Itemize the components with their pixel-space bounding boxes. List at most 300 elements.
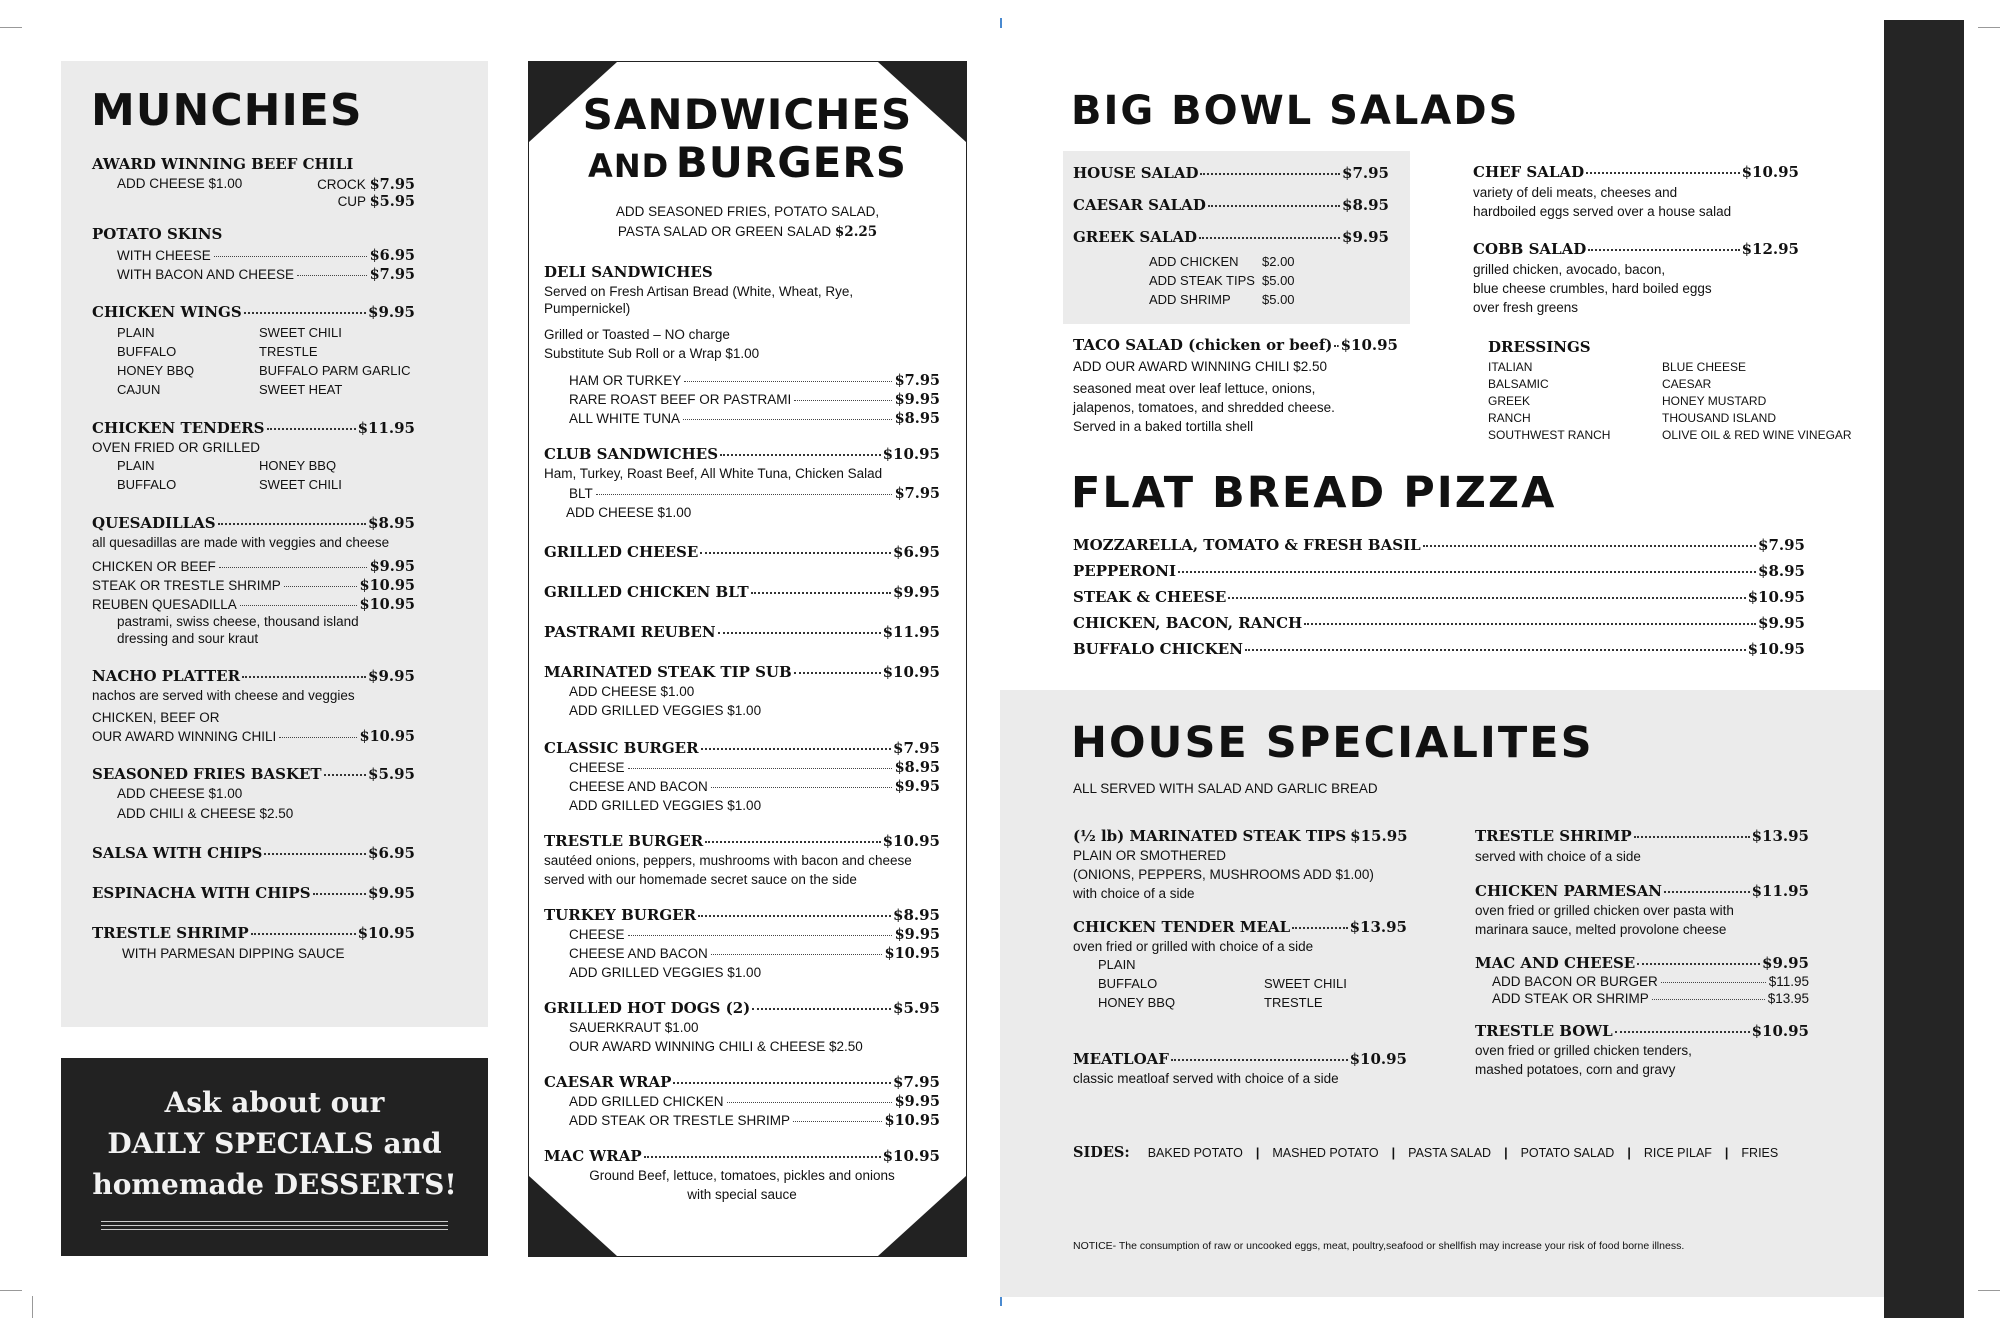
option-row xyxy=(544,1093,940,1110)
addon: OUR AWARD WINNING CHILI & CHEESE $2.50 xyxy=(569,1039,863,1054)
addon-name: ADD CHICKEN xyxy=(1149,254,1239,269)
price: $10.95 xyxy=(1349,1050,1407,1068)
specials-line: homemade DESSERTS! xyxy=(92,1168,457,1201)
side-item: PASTA SALAD xyxy=(1408,1146,1492,1160)
sandwiches-title-line2 xyxy=(529,138,966,187)
item-name: PASTRAMI REUBEN xyxy=(544,623,716,641)
addon: ADD CHEESE $1.00 xyxy=(569,684,695,699)
item-description: oven fried or grilled chicken tenders, xyxy=(1475,1043,1692,1058)
title-word: AND xyxy=(588,147,670,185)
option-row xyxy=(544,410,940,427)
item-description: Served in a baked tortilla shell xyxy=(1073,419,1254,434)
price: $7.95 xyxy=(1342,164,1389,182)
price: $9.95 xyxy=(893,583,940,601)
salads-title: BIG BOWL SALADS xyxy=(1071,88,1520,134)
option-name: CHICKEN OR BEEF xyxy=(92,559,216,574)
divider xyxy=(101,1221,448,1222)
price: $8.95 xyxy=(893,906,940,924)
addon: ADD CHEESE $1.00 xyxy=(117,786,243,801)
sandwiches-title: SANDWICHES xyxy=(582,90,913,139)
price: $7.95 xyxy=(369,266,415,283)
flavor-grid xyxy=(1073,955,1407,1012)
menu-item-mac-wrap xyxy=(544,1147,940,1165)
item-name: POTATO SKINS xyxy=(92,225,223,243)
flavor: CAJUN xyxy=(117,382,161,397)
option-name: RARE ROAST BEEF OR PASTRAMI xyxy=(569,392,792,407)
item-name: CHICKEN PARMESAN xyxy=(1475,882,1662,900)
price: $7.95 xyxy=(893,1073,940,1091)
item-name: TRESTLE SHRIMP xyxy=(92,924,249,942)
menu-item-pizza xyxy=(1073,536,1805,554)
menu-item-pizza xyxy=(1073,588,1805,606)
item-name: ESPINACHA WITH CHIPS xyxy=(92,884,311,902)
price: $9.95 xyxy=(368,884,415,902)
item-note: Substitute Sub Roll or a Wrap $1.00 xyxy=(544,346,760,361)
option-name: STEAK OR TRESTLE SHRIMP xyxy=(92,578,281,593)
crop-mark xyxy=(32,1296,33,1318)
item-description: (ONIONS, PEPPERS, MUSHROOMS ADD $1.00) xyxy=(1073,867,1374,882)
option-name: CHEESE AND BACON xyxy=(569,779,708,794)
item-name: DELI SANDWICHES xyxy=(544,263,713,281)
item-description: jalapenos, tomatoes, and shredded cheese. xyxy=(1073,400,1335,415)
price: $8.95 xyxy=(894,759,940,776)
divider xyxy=(101,1225,448,1226)
item-name: CAESAR SALAD xyxy=(1073,196,1206,214)
addon-price: $5.00 xyxy=(1262,273,1295,288)
option-name: REUBEN QUESADILLA xyxy=(92,597,237,612)
price: $9.95 xyxy=(894,1093,940,1110)
item-name: BUFFALO CHICKEN xyxy=(1073,640,1243,658)
item-description: served with choice of a side xyxy=(1475,849,1641,864)
divider xyxy=(101,1229,448,1230)
price: $10.95 xyxy=(1741,163,1799,181)
price: $7.95 xyxy=(894,372,940,389)
flavor: HONEY BBQ xyxy=(117,363,195,378)
item-name: CLUB SANDWICHES xyxy=(544,445,719,463)
menu-item-caesar-wrap xyxy=(544,1073,940,1091)
item-name: (½ lb) MARINATED STEAK TIPS xyxy=(1073,827,1347,845)
dressing: BLUE CHEESE xyxy=(1662,360,1747,374)
item-description: hardboiled eggs served over a house salad xyxy=(1473,204,1732,219)
menu-item-chicken-parmesan xyxy=(1475,882,1809,900)
item-name: MAC AND CHEESE xyxy=(1475,954,1636,972)
price: $9.95 xyxy=(1762,954,1809,972)
option-row xyxy=(544,485,940,502)
price: $10.95 xyxy=(1747,588,1805,606)
item-name: TACO SALAD (chicken or beef) xyxy=(1073,336,1333,354)
price: $10.95 xyxy=(357,924,415,942)
munchies-panel xyxy=(61,61,488,1027)
specials-line: DAILY SPECIALS and xyxy=(107,1127,442,1160)
house-specialties-panel xyxy=(1000,690,1884,1297)
option-row xyxy=(92,247,415,264)
item-description: marinara sauce, melted provolone cheese xyxy=(1475,922,1727,937)
addon: ADD CHEESE $1.00 xyxy=(566,505,692,520)
item-name: GREEK SALAD xyxy=(1073,228,1198,246)
flavor: TRESTLE xyxy=(259,344,318,359)
item-description: over fresh greens xyxy=(1473,300,1579,315)
option-row xyxy=(544,778,940,795)
menu-item-greek-salad xyxy=(1073,228,1389,246)
price: $8.95 xyxy=(368,514,415,532)
flavor: SWEET CHILI xyxy=(259,325,342,340)
taco-salad xyxy=(1073,336,1398,435)
menu-item-pizza xyxy=(1073,562,1805,580)
menu-item-chili xyxy=(92,155,415,173)
option-name: HAM OR TURKEY xyxy=(569,373,682,388)
flavor xyxy=(1264,955,1407,974)
price: $6.95 xyxy=(369,247,415,264)
dressing: RANCH xyxy=(1488,411,1531,425)
item-name: GRILLED CHICKEN BLT xyxy=(544,583,749,601)
option-name: CHEESE xyxy=(569,760,625,775)
menu-item-meatloaf xyxy=(1073,1050,1407,1068)
item-name: NACHO PLATTER xyxy=(92,667,241,685)
option-row xyxy=(92,558,415,575)
separator: | xyxy=(1504,1146,1508,1160)
price: $6.95 xyxy=(368,844,415,862)
item-description: PLAIN OR SMOTHERED xyxy=(1073,848,1227,863)
menu-item-quesadillas xyxy=(92,514,415,532)
item-name: CHICKEN, BACON, RANCH xyxy=(1073,614,1303,632)
item-note: Grilled or Toasted – NO charge xyxy=(544,327,730,342)
price: $11.95 xyxy=(357,419,415,437)
menu-item-tender-meal xyxy=(1073,918,1407,936)
sides-note xyxy=(529,202,966,242)
price: $10.95 xyxy=(884,1112,940,1129)
price: $9.95 xyxy=(368,303,415,321)
option-row xyxy=(92,596,415,613)
item-name: SALSA WITH CHIPS xyxy=(92,844,263,862)
dressing: HONEY MUSTARD xyxy=(1662,394,1767,408)
item-name: MAC WRAP xyxy=(544,1147,642,1165)
price: $10.95 xyxy=(882,832,940,850)
price: $5.95 xyxy=(368,765,415,783)
side-item: BAKED POTATO xyxy=(1147,1146,1243,1160)
dressing: THOUSAND ISLAND xyxy=(1662,411,1777,425)
menu-item-seasoned-fries xyxy=(92,765,415,783)
house-title: HOUSE SPECIALITES xyxy=(1071,718,1594,768)
item-name: TRESTLE BURGER xyxy=(544,832,704,850)
price: $10.95 xyxy=(882,445,940,463)
option-row xyxy=(544,372,940,389)
item-name: SEASONED FRIES BASKET xyxy=(92,765,322,783)
side-item: MASHED POTATO xyxy=(1272,1146,1379,1160)
price: $9.95 xyxy=(368,667,415,685)
price: $9.95 xyxy=(894,926,940,943)
sides-label: SIDES: xyxy=(1073,1144,1130,1161)
side-item: POTATO SALAD xyxy=(1520,1146,1615,1160)
item-name: CHICKEN TENDER MEAL xyxy=(1073,918,1291,936)
pizza-title: FLAT BREAD PIZZA xyxy=(1071,468,1557,518)
option-row xyxy=(544,926,940,943)
sandwiches-panel xyxy=(528,61,967,1257)
flavor: BUFFALO PARM GARLIC xyxy=(259,363,411,378)
dressing: CAESAR xyxy=(1662,377,1712,391)
item-description: sautéed onions, peppers, mushrooms with bacon and cheese xyxy=(544,853,912,868)
price: $6.95 xyxy=(893,543,940,561)
price: $10.95 xyxy=(359,728,415,745)
addon: ADD GRILLED VEGGIES $1.00 xyxy=(569,703,762,718)
flavor: HONEY BBQ xyxy=(259,458,337,473)
price: $10.95 xyxy=(882,1147,940,1165)
item-description: dressing and sour kraut xyxy=(117,631,259,646)
price: $15.95 xyxy=(1350,827,1408,845)
flavor: TRESTLE xyxy=(1264,995,1323,1010)
item-description: oven fried or grilled chicken over pasta with xyxy=(1475,903,1734,918)
dressing: SOUTHWEST RANCH xyxy=(1488,428,1611,442)
menu-item-nacho-platter xyxy=(92,667,415,685)
menu-item-taco-salad xyxy=(1073,336,1398,354)
separator: | xyxy=(1391,1146,1396,1160)
menu-item-espinacha xyxy=(92,884,415,902)
daily-specials-box xyxy=(61,1058,488,1256)
option-row xyxy=(92,728,415,745)
dressings xyxy=(1488,338,1868,444)
item-description: OVEN FRIED OR GRILLED xyxy=(92,440,261,455)
menu-item-potato-skins xyxy=(92,225,415,243)
addon: ADD OUR AWARD WINNING CHILI $2.50 xyxy=(1073,359,1328,374)
price: $11.95 xyxy=(1768,974,1809,989)
separator: | xyxy=(1627,1146,1631,1160)
item-name: QUESADILLAS xyxy=(92,514,216,532)
item-description: served with our homemade secret sauce on the side xyxy=(544,872,857,887)
addon: ADD GRILLED VEGGIES $1.00 xyxy=(569,798,762,813)
item-description: seasoned meat over leaf lettuce, onions, xyxy=(1073,381,1316,396)
menu-item-salsa-chips xyxy=(92,844,415,862)
item-description: blue cheese crumbles, hard boiled eggs xyxy=(1473,281,1712,296)
item-name: CAESAR WRAP xyxy=(544,1073,672,1091)
separator: | xyxy=(1724,1146,1729,1160)
option-row xyxy=(544,1112,940,1129)
price: $7.95 xyxy=(893,739,940,757)
option-name: WITH CHEESE xyxy=(117,248,211,263)
item-name: STEAK & CHEESE xyxy=(1073,588,1227,606)
item-name: CHICKEN WINGS xyxy=(92,303,242,321)
item-description: Served on Fresh Artisan Bread (White, Wheat, Rye, Pumpernickel) xyxy=(544,284,854,316)
menu-item-chef-salad xyxy=(1473,163,1799,181)
item-name: CHEF SALAD xyxy=(1473,163,1585,181)
item-name: GRILLED CHEESE xyxy=(544,543,699,561)
munchies-title: MUNCHIES xyxy=(91,85,363,136)
menu-item-trestle-shrimp xyxy=(1475,827,1809,845)
crop-mark xyxy=(0,27,22,28)
price: $7.95 xyxy=(369,176,415,193)
menu-item-caesar-salad xyxy=(1073,196,1389,214)
item-description: Ground Beef, lettuce, tomatoes, pickles and onions xyxy=(589,1168,895,1183)
option-name: WITH BACON AND CHEESE xyxy=(117,267,295,282)
item-name: AWARD WINNING BEEF CHILI xyxy=(92,155,354,173)
crop-mark xyxy=(1978,27,2000,28)
flavor: BUFFALO xyxy=(117,477,177,492)
flavor-grid xyxy=(92,323,415,399)
dressing: OLIVE OIL & RED WINE VINEGAR xyxy=(1662,428,1852,442)
item-description: classic meatloaf served with choice of a side xyxy=(1073,1071,1339,1086)
addon: ADD CHILI & CHEESE $2.50 xyxy=(117,806,294,821)
item-name: HOUSE SALAD xyxy=(1073,164,1199,182)
price: $7.95 xyxy=(1758,536,1805,554)
option-name: CHEESE AND BACON xyxy=(569,946,708,961)
item-name: MEATLOAF xyxy=(1073,1050,1169,1068)
price: $8.95 xyxy=(894,410,940,427)
price: $10.95 xyxy=(359,596,415,613)
menu-item-club xyxy=(544,445,940,463)
flavor: BUFFALO xyxy=(117,344,177,359)
addon-price: $2.00 xyxy=(1262,254,1295,269)
price: $10.95 xyxy=(884,945,940,962)
salad-addons xyxy=(1073,252,1389,309)
sides-note-line: PASTA SALAD OR GREEN SALAD xyxy=(617,224,832,239)
menu-item-pizza xyxy=(1073,614,1805,632)
option-name: CHEESE xyxy=(569,927,625,942)
option-row xyxy=(544,391,940,408)
crop-mark xyxy=(1000,1296,1002,1306)
salads-list xyxy=(1073,164,1389,309)
side-item: FRIES xyxy=(1741,1146,1779,1160)
addon-name: ADD SHRIMP xyxy=(1149,292,1231,307)
option-name: ADD GRILLED CHICKEN xyxy=(569,1094,724,1109)
menu-item-grilled-cheese xyxy=(544,543,940,561)
price: $2.25 xyxy=(834,224,878,240)
title-word: BURGERS xyxy=(675,138,907,187)
crop-mark xyxy=(1000,18,1002,28)
option-name: ADD STEAK OR TRESTLE SHRIMP xyxy=(569,1113,791,1128)
price: $12.95 xyxy=(1741,240,1799,258)
item-name: CHICKEN TENDERS xyxy=(92,419,265,437)
menu-item-hot-dogs xyxy=(544,999,940,1017)
item-name: COBB SALAD xyxy=(1473,240,1587,258)
option-row xyxy=(1475,991,1809,1006)
price: $9.95 xyxy=(369,558,415,575)
item-description: variety of deli meats, cheeses and xyxy=(1473,185,1678,200)
menu-item-trestle-burger xyxy=(544,832,940,850)
notice: NOTICE- The consumption of raw or uncooked eggs, meat, poultry,seafood or shellfish may increase your risk of food borne illness. xyxy=(1073,1240,1685,1252)
dressings-title: DRESSINGS xyxy=(1488,338,1591,356)
dressings-grid xyxy=(1488,359,1868,444)
menu-item-chicken-wings xyxy=(92,303,415,321)
item-description: Ham, Turkey, Roast Beef, All White Tuna, Chicken Salad xyxy=(544,466,883,481)
cup-option xyxy=(92,193,415,210)
item-name: PEPPERONI xyxy=(1073,562,1176,580)
item-description: grilled chicken, avocado, bacon, xyxy=(1473,262,1666,277)
salads-right xyxy=(1473,163,1799,316)
option-name: ALL WHITE TUNA xyxy=(569,411,681,426)
price: $11.95 xyxy=(882,623,940,641)
menu-item-mac-cheese xyxy=(1475,954,1809,972)
dressing: GREEK xyxy=(1488,394,1531,408)
option-name: OUR AWARD WINNING CHILI xyxy=(92,729,277,744)
option-name: CHICKEN, BEEF OR xyxy=(92,710,220,725)
menu-item-house-salad xyxy=(1073,164,1389,182)
price: $11.95 xyxy=(1751,882,1809,900)
menu-item-cobb-salad xyxy=(1473,240,1799,258)
chili-options xyxy=(92,176,415,193)
price: $9.95 xyxy=(894,391,940,408)
item-description: all quesadillas are made with veggies and cheese xyxy=(92,535,390,550)
addon: ADD CHEESE $1.00 xyxy=(117,176,243,191)
price: $8.95 xyxy=(1758,562,1805,580)
sandwiches-list xyxy=(544,263,940,1203)
flavor-grid xyxy=(92,456,415,494)
option-name: ADD STEAK OR SHRIMP xyxy=(1492,991,1649,1006)
menu-item-turkey-burger xyxy=(544,906,940,924)
option-row xyxy=(92,266,415,283)
menu-item-steak-tips xyxy=(1073,827,1407,845)
menu-item-deli xyxy=(544,263,940,281)
price: $5.95 xyxy=(369,193,415,210)
menu-item-steak-sub xyxy=(544,663,940,681)
price: $8.95 xyxy=(1342,196,1389,214)
item-name: GRILLED HOT DOGS (2) xyxy=(544,999,751,1017)
house-left xyxy=(1073,827,1407,1087)
size-label: CUP xyxy=(337,194,366,209)
price: $5.95 xyxy=(893,999,940,1017)
flavor: PLAIN xyxy=(1098,957,1136,972)
option-name: BLT xyxy=(569,486,593,501)
price: $10.95 xyxy=(1340,336,1398,354)
menu-item-trestle-bowl xyxy=(1475,1022,1809,1040)
item-name: TURKEY BURGER xyxy=(544,906,697,924)
item-description: WITH PARMESAN DIPPING SAUCE xyxy=(122,946,345,961)
addon: ADD GRILLED VEGGIES $1.00 xyxy=(569,965,762,980)
menu-item-pastrami-reuben xyxy=(544,623,940,641)
flavor: BUFFALO xyxy=(1098,976,1158,991)
flavor: SWEET HEAT xyxy=(259,382,343,397)
item-description: mashed potatoes, corn and gravy xyxy=(1475,1062,1676,1077)
price: $13.95 xyxy=(1767,991,1809,1006)
price: $10.95 xyxy=(1751,1022,1809,1040)
price: $10.95 xyxy=(882,663,940,681)
item-name: MOZZARELLA, TOMATO & FRESH BASIL xyxy=(1073,536,1421,554)
option-row xyxy=(92,577,415,594)
pizza-list xyxy=(1073,536,1805,658)
separator: | xyxy=(1255,1146,1260,1160)
addon-name: ADD STEAK TIPS xyxy=(1149,273,1255,288)
item-name: MARINATED STEAK TIP SUB xyxy=(544,663,792,681)
price: $7.95 xyxy=(894,485,940,502)
item-name: TRESTLE SHRIMP xyxy=(1475,827,1632,845)
item-description: with special sauce xyxy=(687,1187,797,1202)
option-name: ADD BACON OR BURGER xyxy=(1492,974,1658,989)
menu-item-chicken-blt xyxy=(544,583,940,601)
flavor: SWEET CHILI xyxy=(1264,976,1347,991)
item-description: nachos are served with cheese and veggies xyxy=(92,688,355,703)
menu-item-trestle-shrimp xyxy=(92,924,415,942)
munchies-list xyxy=(92,155,415,962)
size-label: CROCK xyxy=(317,177,366,192)
option-row xyxy=(544,759,940,776)
dressing: BALSAMIC xyxy=(1488,377,1549,391)
flavor: SWEET CHILI xyxy=(259,477,342,492)
side-band xyxy=(1884,20,1964,1318)
item-name: CLASSIC BURGER xyxy=(544,739,699,757)
crop-mark xyxy=(1978,1290,2000,1291)
price: $9.95 xyxy=(894,778,940,795)
specials-text xyxy=(61,1082,488,1205)
menu-item-classic-burger xyxy=(544,739,940,757)
flavor: PLAIN xyxy=(117,325,155,340)
addon: SAUERKRAUT $1.00 xyxy=(569,1020,699,1035)
sides-note-line: ADD SEASONED FRIES, POTATO SALAD, xyxy=(615,204,880,219)
item-description: pastrami, swiss cheese, thousand island xyxy=(117,614,359,629)
house-subtitle: ALL SERVED WITH SALAD AND GARLIC BREAD xyxy=(1073,781,1378,796)
price: $9.95 xyxy=(1342,228,1389,246)
menu-item-pizza xyxy=(1073,640,1805,658)
price: $10.95 xyxy=(1747,640,1805,658)
option-row xyxy=(1475,974,1809,989)
flavor: PLAIN xyxy=(117,458,155,473)
flavor: HONEY BBQ xyxy=(1098,995,1176,1010)
